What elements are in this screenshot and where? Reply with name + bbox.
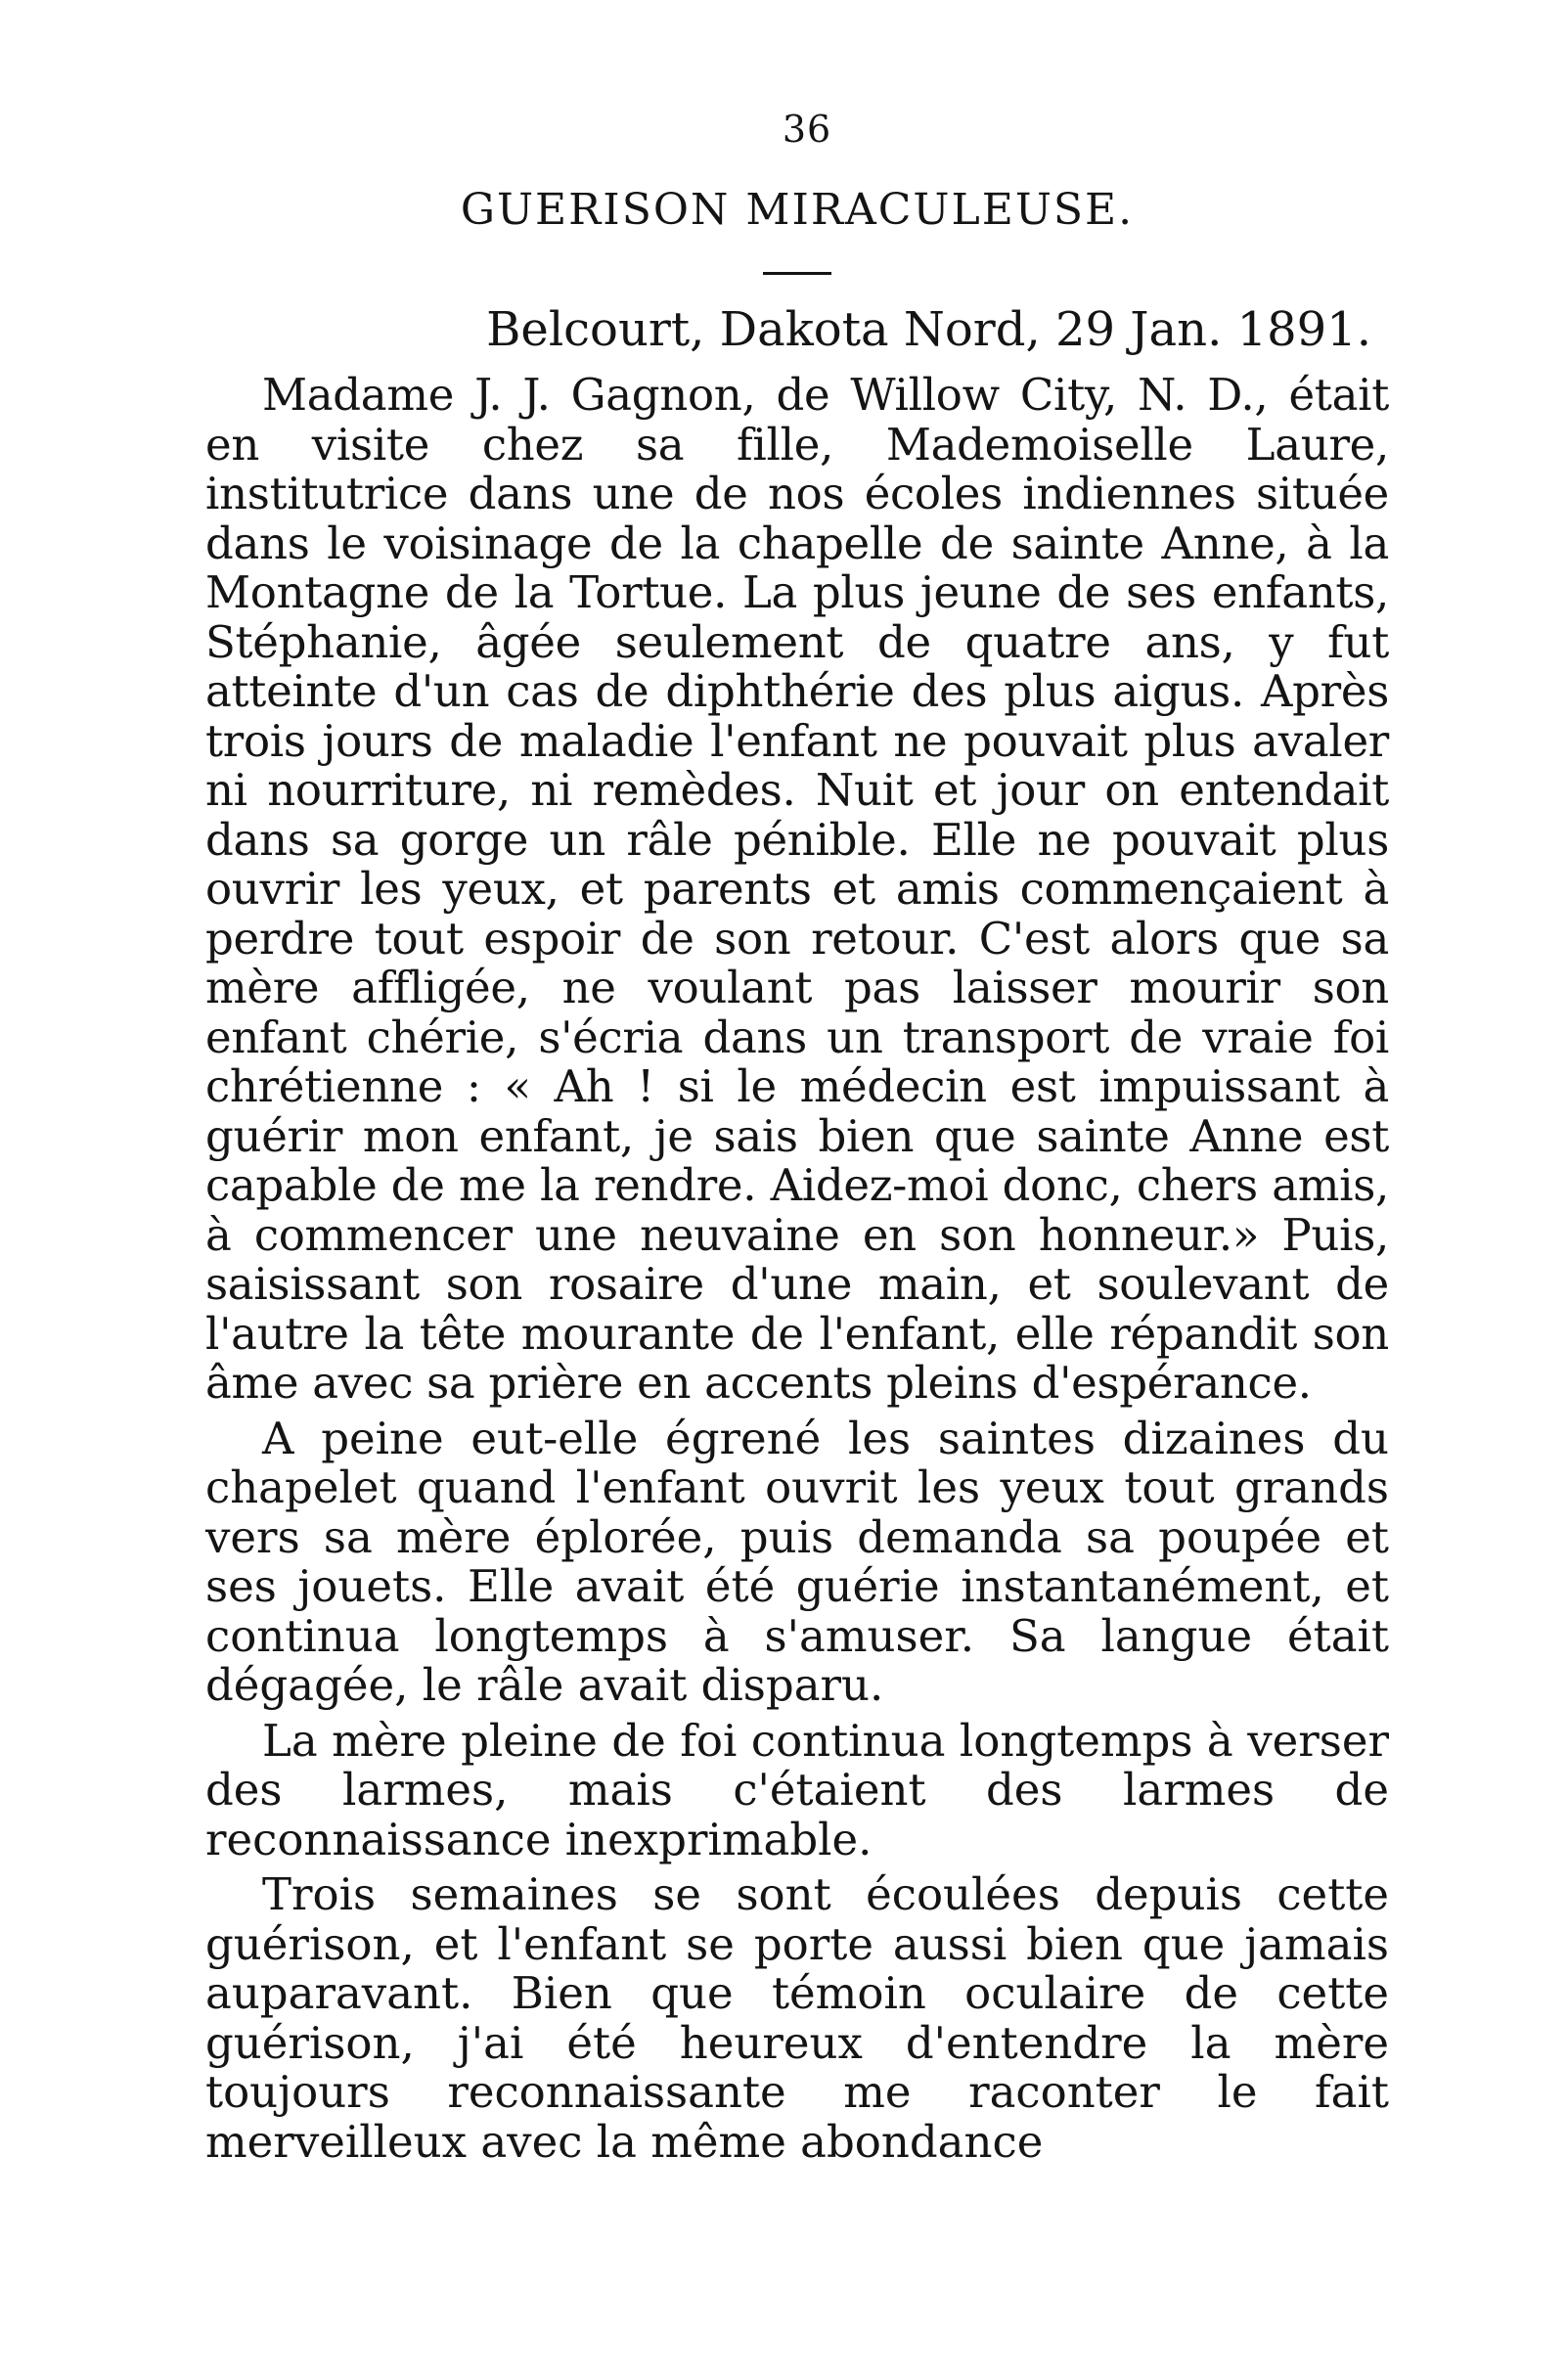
book-page [205, 108, 1389, 2167]
paragraph-3: La mère pleine de foi continua longtemps à verser des larmes, mais c'étaient des larmes de reconnaissance inexprimable. [205, 1714, 1389, 1865]
page-title: GUERISON MIRACULEUSE. [460, 185, 1135, 235]
paragraph-2: A peine eut-elle égrené les saintes dizaines du chapelet quand l'enfant ouvrit les yeux tout grands vers sa mère éplorée, puis demanda sa poupée et ses jouets. Elle avait été guérie instantanément, et continua longtemps à s'amuser. Sa langue était dégagée, le râle avait disparu. [205, 1412, 1389, 1711]
paragraph-4: Trois semaines se sont écoulées depuis cette guérison, et l'enfant se porte aussi bien que jamais auparavant. Bien que témoin oculaire de cette guérison, j'ai été heureux d'entendre la mère toujours reconnaissante me raconter le fait merveilleux avec la même abondance [205, 1868, 1389, 2168]
paragraph-1: Madame J. J. Gagnon, de Willow City, N. D., était en visite chez sa fille, Mademoiselle Laure, institutrice dans une de nos écoles indiennes située dans le voisinage de la chapelle de sainte Anne, à la Montagne de la Tortue. La plus jeune de ses enfants, Stéphanie, âgée seulement de quatre ans, y fut atteinte d'un cas de diphthérie des plus aigus. Après trois jours de maladie l'enfant ne pouvait plus avaler ni nourriture, ni remèdes. Nuit et jour on entendait dans sa gorge un râle pénible. Elle ne pouvait plus ouvrir les yeux, et parents et amis commençaient à perdre tout espoir de son retour. C'est alors que sa mère affligée, ne voulant pas laisser mourir son enfant chérie, s'écria dans un transport de vraie foi chrétienne : « Ah ! si le médecin est impuissant à guérir mon enfant, je sais bien que sainte Anne est capable de me la rendre. Aidez-moi donc, chers amis, à commencer une neuvaine en son honneur.» Puis, saisissant son rosaire d'une main, et soulevant de l'autre la tête mourante de l'enfant, elle répandit son âme avec sa prière en accents pleins d'espérance. [205, 369, 1389, 1409]
title-rule [763, 272, 831, 275]
dateline: Belcourt, Dakota Nord, 29 Jan. 1891. [486, 302, 1371, 357]
page-number: 36 [782, 108, 832, 151]
